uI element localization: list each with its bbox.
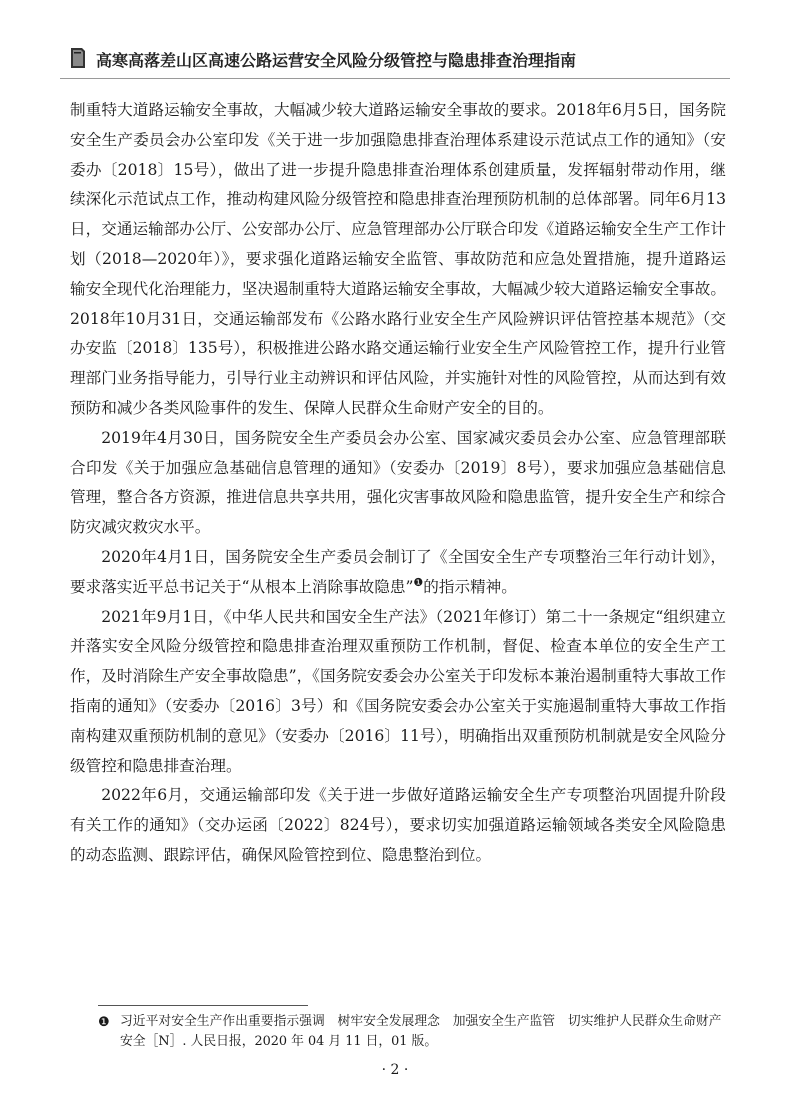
body-text <box>70 96 726 871</box>
paragraph-5: 2022年6月，交通运输部印发《关于进一步做好道路运输安全生产专项整治巩固提升阶段有关工作的通知》（交办运函〔2022〕824号），要求切实加强道路运输领域各类安全风险隐患的动态监测、跟踪评估，确保风险管控到位、隐患整治到位。 <box>70 786 726 864</box>
paragraph-3 <box>70 543 726 603</box>
book-icon <box>68 46 88 70</box>
footnote-text: 习近平对安全生产作出重要指示强调 树牢安全发展理念 加强安全生产监管 切实维护人民群众生命财产安全［N］. 人民日报，2020 年 04 月 11 日，01 版。 <box>120 1014 722 1049</box>
paragraph-3-tail: 的指示精神。 <box>423 577 517 596</box>
paragraph-1: 制重特大道路运输安全事故，大幅减少较大道路运输安全事故的要求。2018年6月5日，国务院安全生产委员会办公室印发《关于进一步加强隐患排查治理体系建设示范试点工作的通知》（安委办〔2018〕15号），做出了进一步提升隐患排查治理体系创建质量，发挥辐射带动作用，继续深化示范试点工作，推动构建风险分级管控和隐患排查治理预防机制的总体部署。同年6月13日，交通运输部办公厅、公安部办公厅、应急管理部办公厅联合印发《道路运输安全生产工作计划（2018—2020年）》，要求强化道路运输安全监管、事故防范和应急处置措施，提升道路运输安全现代化治理能力，坚决遏制重特大道路运输安全事故，大幅减少较大道路运输安全事故。2018年10月31日，交通运输部发布《公路水路行业安全生产风险辨识评估管控基本规范》（交办安监〔2018〕135号），积极推进公路水路交通运输行业安全生产风险管控工作，提升行业管理部门业务指导能力，引导行业主动辨识和评估风险，并实施针对性的风险管控，从而达到有效预防和减少各类风险事件的发生、保障人民群众生命财产安全的目的。 <box>70 101 726 417</box>
footnote-reference[interactable]: ❶ <box>413 575 424 589</box>
footnote <box>98 1012 730 1052</box>
paragraph-4: 2021年9月1日，《中华人民共和国安全生产法》（2021年修订）第二十一条规定“组织建立并落实安全风险分级管控和隐患排查治理双重预防工作机制，督促、检查本单位的安全生产工作，及时消除生产安全事故隐患”，《国务院安委会办公室关于印发标本兼治遏制重特大事故工作指南的通知》（安委办〔2016〕3号）和《国务院安委会办公室关于实施遏制重特大事故工作指南构建双重预防机制的意见》（安委办〔2016〕11号），明确指出双重预防机制就是安全风险分级管控和隐患排查治理。 <box>70 607 726 775</box>
paragraph-2: 2019年4月30日，国务院安全生产委员会办公室、国家减灾委员会办公室、应急管理部联合印发《关于加强应急基础信息管理的通知》（安委办〔2019〕8号），要求加强应急基础信息管理，整合各方资源，推进信息共享共用，强化灾害事故风险和隐患监管，提升安全生产和综合防灾减灾救灾水平。 <box>70 428 726 537</box>
footnote-divider <box>98 1005 308 1006</box>
page-number: · 2 · <box>381 1062 409 1078</box>
footnote-mark: ❶ <box>98 1015 110 1030</box>
running-header <box>60 42 730 79</box>
header-title: 高寒高落差山区高速公路运营安全风险分级管控与隐患排查治理指南 <box>96 51 577 70</box>
paragraph-3-text: 2020年4月1日，国务院安全生产委员会制订了《全国安全生产专项整治三年行动计划》，要求落实近平总书记关于“从根本上消除事故隐患” <box>70 547 726 596</box>
